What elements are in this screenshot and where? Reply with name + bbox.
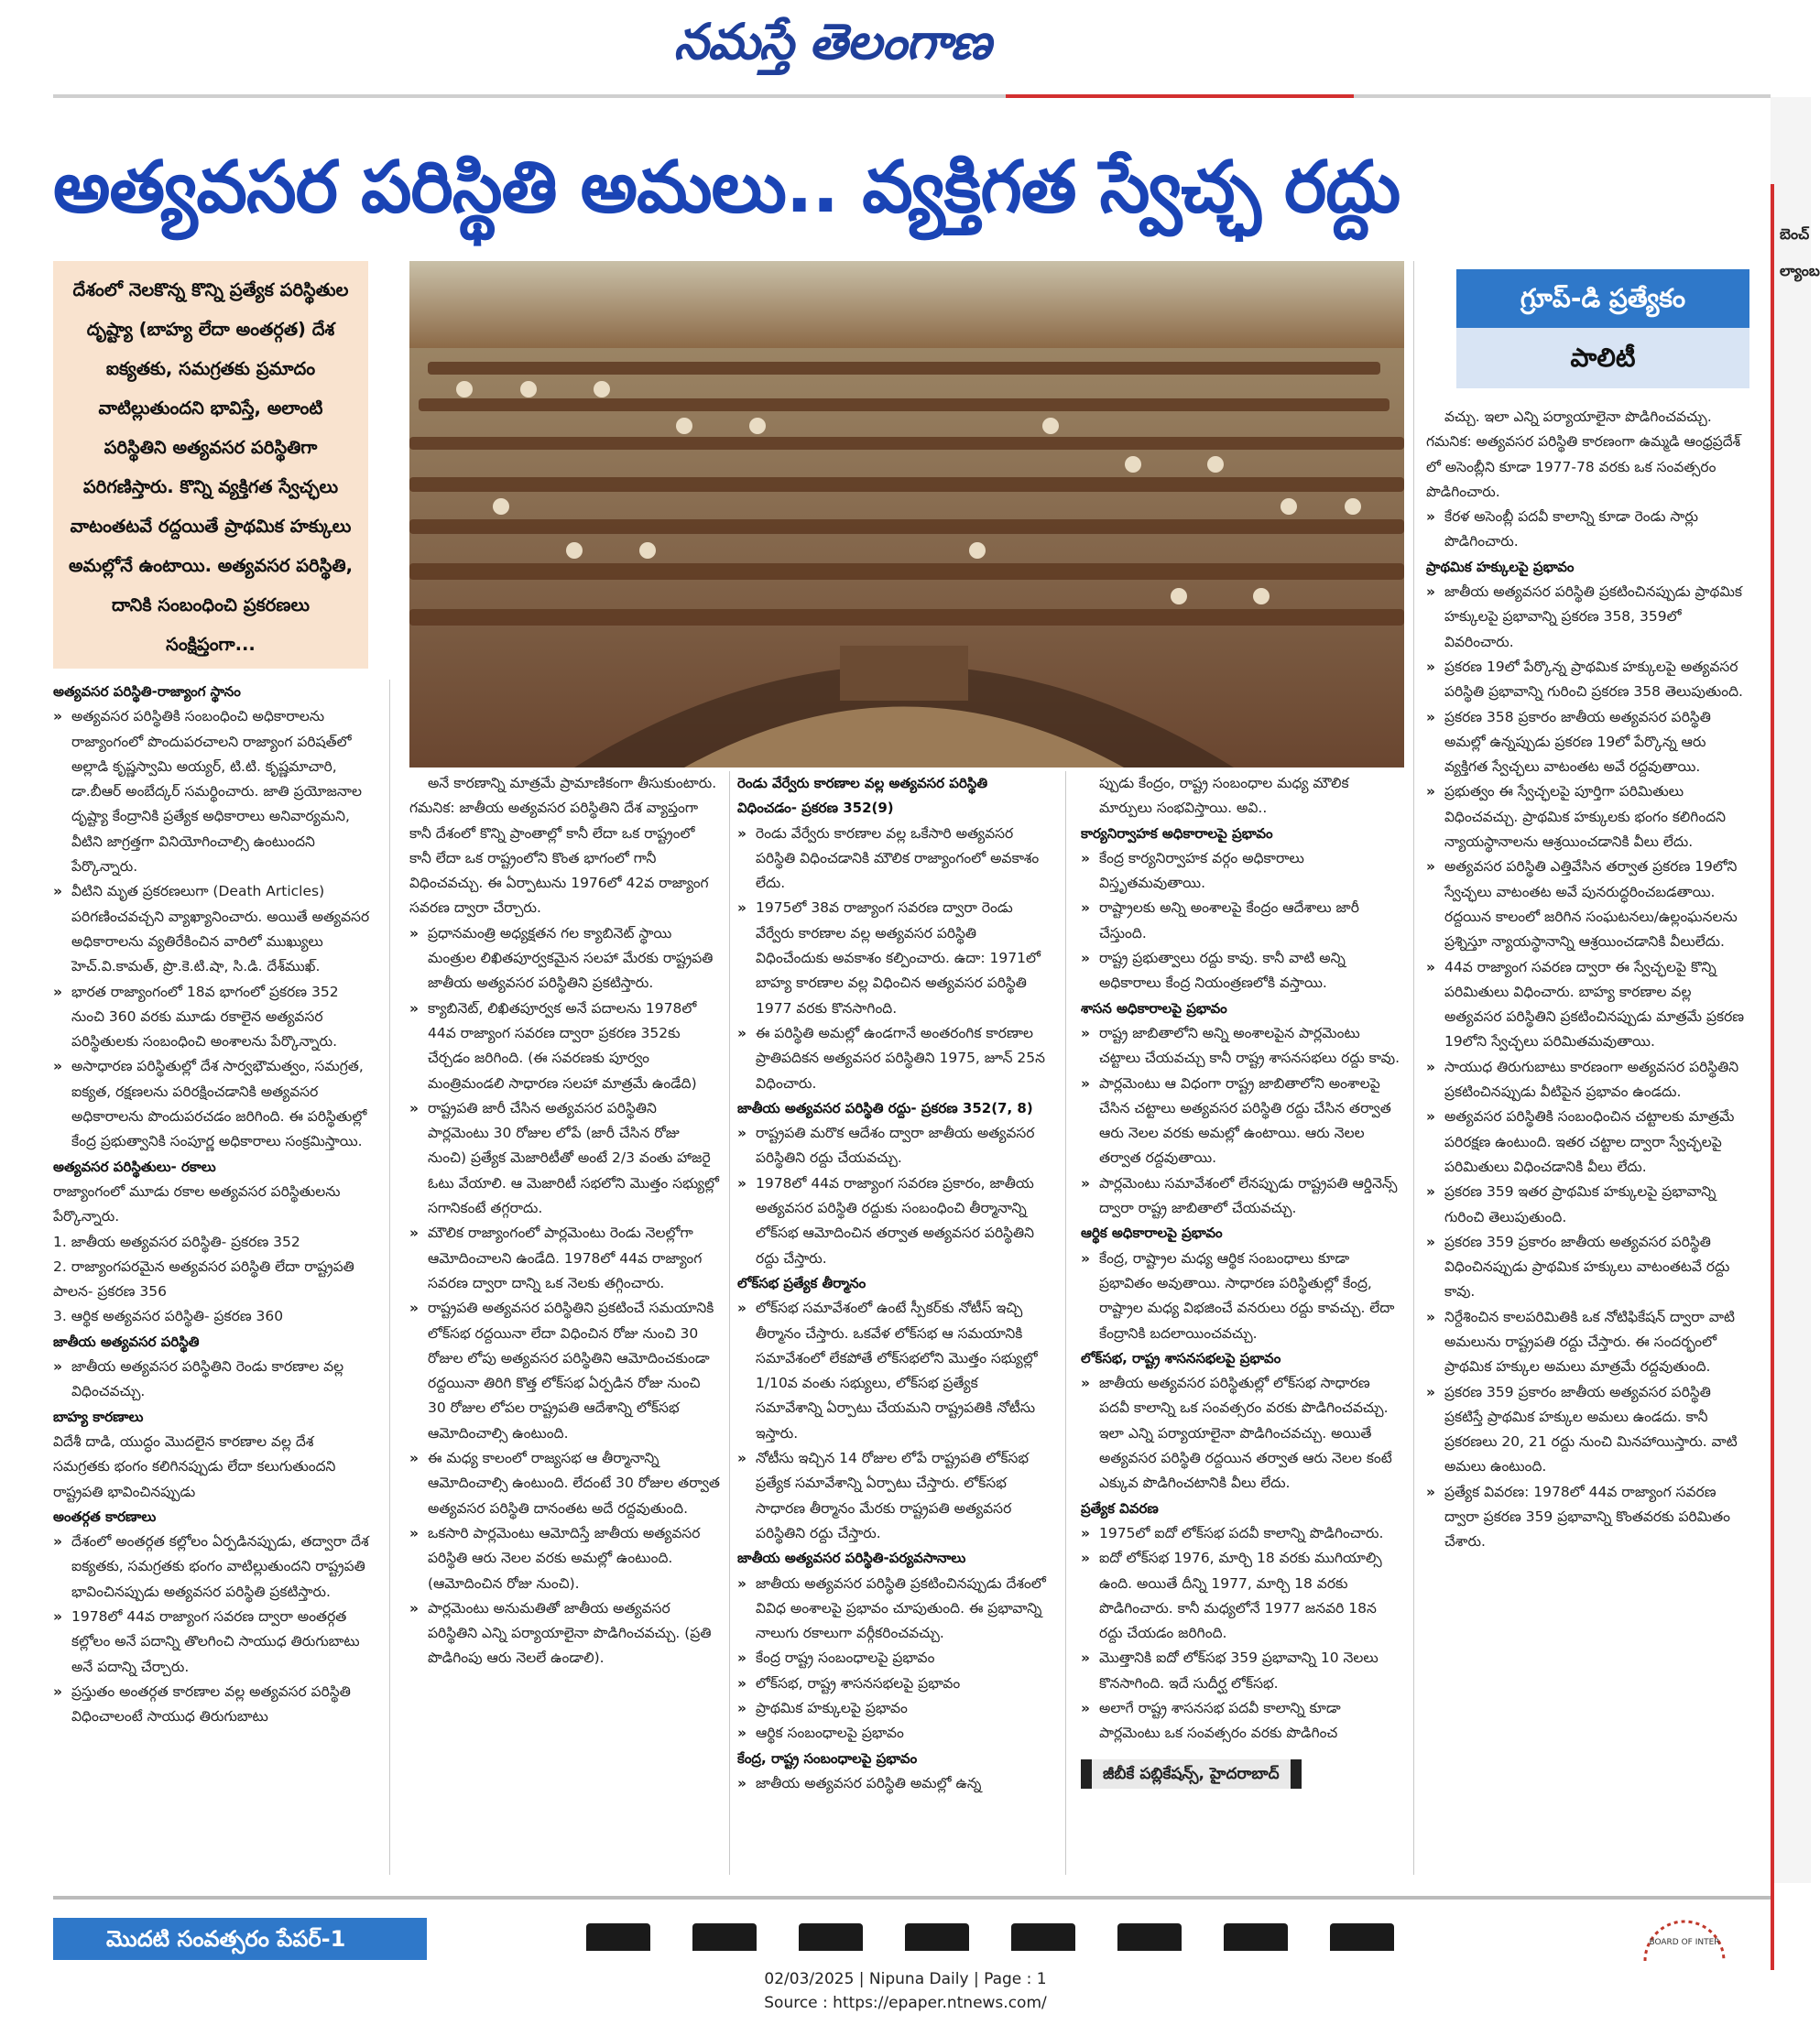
column-4: [1081, 771, 1401, 1875]
paragraph: » ఈ మధ్య కాలంలో రాజ్యసభ ఆ తీర్మానాన్ని ఆమోదించాల్సి ఉంటుంది. లేదంటే 30 రోజుల తర్వాత అత్యవసర పరిస్థితి దానంతట అదే రద్దవుతుంది.: [409, 1446, 721, 1521]
paragraph: » అత్యవసర పరిస్థితి ఎత్తివేసిన తర్వాత ప్రకరణ 19లోని స్వేచ్ఛలు వాటంతట అవే పునరుద్ధరించబడతాయి. రద్దయిన కాలంలో జరిగిన సంఘటనలు/ఉల్లంఘనలను ప్రశ్నిస్తూ న్యాయస్థానాన్ని ఆశ్రయించడానికి వీలులేదు.: [1426, 855, 1747, 954]
section-heading: కార్యనిర్వాహక అధికారాలపై ప్రభావం: [1081, 824, 1273, 842]
paragraph: 3. ఆర్థిక అత్యవసర పరిస్థితి- ప్రకరణ 360: [53, 1308, 284, 1325]
column-divider: [729, 771, 730, 1875]
paragraph: » 1978లో 44వ రాజ్యాంగ సవరణ ప్రకారం, జాతీయ అత్యవసర పరిస్థితి రద్దుకు సంబంధించి తీర్మానాన్ని లోక్‌సభ ఆమోదించిన తర్వాత అత్యవసర పరిస్థితిని రద్దు చేస్తారు.: [737, 1171, 1049, 1271]
paragraph: » లోక్‌సభ, రాష్ట్ర శాసనసభలపై ప్రభావం: [737, 1671, 1049, 1696]
section-heading: జాతీయ అత్యవసర పరిస్థితి: [53, 1333, 200, 1350]
column-divider: [1413, 261, 1414, 1875]
paragraph: » దేశంలో అంతర్గత కల్లోలం ఏర్పడినప్పుడు, తద్వారా దేశ ఐక్యతకు, సమగ్రతకు భంగం వాటిల్లుతుందని రాష్ట్రపతి భావించినప్పుడు అత్యవసర పరిస్థితి ప్రకటిస్తారు.: [53, 1530, 374, 1605]
newspaper-logo: నమస్తే తెలంగాణ: [673, 13, 991, 71]
paragraph: » జాతీయ అత్యవసర పరిస్థితి అమల్లో ఉన్న: [737, 1771, 1049, 1796]
paragraph: » అత్యవసర పరిస్థితికి సంబంధించి అధికారాలను రాజ్యాంగంలో పొందుపరచాలని రాజ్యాంగ పరిషత్‌లో అల్లాడి కృష్ణస్వామి అయ్యర్, టి.టి. కృష్ణమాచారి, డా.బీఆర్ అంబేద్కర్ సమర్థించారు. జాతి ప్రయోజనాల దృష్ట్యా కేంద్రానికి ప్రత్యేక అధికారాలు అనివార్యమని, వీటిని జాగ్రత్తగా వినియోగించాల్సి ఉంటుందని పేర్కొన్నారు.: [53, 704, 374, 879]
paragraph: » ప్రత్యేక వివరణ: 1978లో 44వ రాజ్యాంగ సవరణ ద్వారా ప్రకరణ 359 ప్రభావాన్ని కొంతవరకు పరిమితం చేశారు.: [1426, 1480, 1747, 1555]
parliament-photo: [409, 261, 1404, 768]
adjacent-rule: [1771, 184, 1774, 1970]
intro-box: దేశంలో నెలకొన్న కొన్ని ప్రత్యేక పరిస్థితుల దృష్ట్యా (బాహ్య లేదా అంతర్గత) దేశ ఐక్యతకు, సమగ్రతకు ప్రమాదం వాటిల్లుతుందని భావిస్తే, అలాంటి పరిస్థితిని అత్యవసర పరిస్థితిగా పరిగణిస్తారు. కొన్ని వ్యక్తిగత స్వేచ్ఛలు వాటంతటవే రద్దయితే ప్రాథమిక హక్కులు అమల్లోనే ఉంటాయి. అత్యవసర పరిస్థితి, దానికి సంబంధించి ప్రకరణలు సంక్షిప్తంగా...: [53, 261, 368, 669]
paragraph: » లోక్‌సభ సమావేశంలో ఉంటే స్పీకర్‌కు నోటీస్ ఇచ్చి తీర్మానం చేస్తారు. ఒకవేళ లోక్‌సభ ఆ సమయానికి సమావేశంలో లేకపోతే లోక్‌సభలోని మొత్తం సభ్యుల్లో 1/10వ వంతు సభ్యులు, లోక్‌సభ ప్రత్యేక సమావేశాన్ని ఏర్పాటు చేయమని రాష్ట్రపతికి నోటీసు ఇస్తారు.: [737, 1296, 1049, 1446]
column-3: [737, 771, 1049, 1875]
column-5: [1426, 405, 1747, 1875]
section-heading: లోక్‌సభ, రాష్ట్ర శాసనసభలపై ప్రభావం: [1081, 1349, 1281, 1366]
paragraph: » రాష్ట్రపతి అత్యవసర పరిస్థితిని ప్రకటించే సమయానికి లోక్‌సభ రద్దయినా లేదా విధించిన రోజు నుంచి 30 రోజుల లోపు అత్యవసర పరిస్థితిని ఆమోదించకుండా రద్దయినా తిరిగి కొత్త లోక్‌సభ ఏర్పడిన రోజు నుంచి 30 రోజుల లోపల రాష్ట్రపతి ఆదేశాన్ని లోక్‌సభ ఆమోదించాల్సి ఉంటుంది.: [409, 1296, 721, 1446]
paragraph: » రాష్ట్ర ప్రభుత్వాలు రద్దు కావు. కానీ వాటి అన్ని అధికారాలు కేంద్ర నియంత్రణలోకి వస్తాయి.: [1081, 946, 1401, 996]
paragraph: » కేంద్ర, రాష్ట్రాల మధ్య ఆర్థిక సంబంధాలు కూడా ప్రభావితం అవుతాయి. సాధారణ పరిస్థితుల్లో కేంద్ర, రాష్ట్రాల మధ్య విభజించే వనరులు రద్దు కావచ్చు. లేదా కేంద్రానికి బదలాయించవచ్చు.: [1081, 1247, 1401, 1346]
section-heading: ప్రత్యేక వివరణ: [1081, 1499, 1159, 1517]
section-heading: బాహ్య కారణాలు: [53, 1408, 144, 1425]
paragraph: » మౌలిక రాజ్యాంగంలో పార్లమెంటు రెండు నెలల్లోగా ఆమోదించాలని ఉండేది. 1978లో 44వ రాజ్యాంగ సవరణ ద్వారా దాన్ని ఒక నెలకు తగ్గించారు.: [409, 1221, 721, 1296]
paragraph: » రాష్ట్రాలకు అన్ని అంశాలపై కేంద్రం ఆదేశాలు జారీ చేస్తుంది.: [1081, 896, 1401, 946]
paragraph: 2. రాజ్యాంగపరమైన అత్యవసర పరిస్థితి లేదా రాష్ట్రపతి పాలన- ప్రకరణ 356: [53, 1257, 354, 1301]
publisher-signature: జీబీకే పబ్లికేషన్స్, హైదరాబాద్: [1081, 1759, 1302, 1789]
edge-text-2: ల్యాంబ: [1780, 262, 1820, 279]
paragraph: » సాయుధ తిరుగుబాటు కారణంగా అత్యవసర పరిస్థితిని ప్రకటించినప్పుడు వీటిపైన ప్రభావం ఉండదు.: [1426, 1055, 1747, 1105]
paragraph: » రాష్ట్రపతి జారీ చేసిన అత్యవసర పరిస్థితిని పార్లమెంటు 30 రోజుల లోపే (జారీ చేసిన రోజు నుంచి) ప్రత్యేక మెజారిటీతో అంటే 2/3 వంతు హాజరై ఓటు వేయాలి. ఆ మెజారిటీ సభలోని మొత్తం సభ్యుల్లో సగానికంటే తగ్గరాదు.: [409, 1096, 721, 1221]
paragraph: 1. జాతీయ అత్యవసర పరిస్థితి- ప్రకరణ 352: [53, 1233, 300, 1250]
section-badge: [1456, 269, 1749, 388]
bottom-rule: [53, 1896, 1771, 1900]
paragraph: » ప్రకరణ 359 ప్రకారం జాతీయ అత్యవసర పరిస్థితి ప్రకటిస్తే ప్రాథమిక హక్కుల అమలు ఉండదు. కానీ ప్రకరణలు 20, 21 రద్దు నుంచి మినహాయిస్తారు. వాటి అమలు ఉంటుంది.: [1426, 1380, 1747, 1480]
paragraph: » ఐదో లోక్‌సభ 1976, మార్చి 18 వరకు ముగియాల్సి ఉంది. అయితే దీన్ని 1977, మార్చి 18 వరకు పొడిగించారు. కానీ మధ్యలోనే 1977 జనవరి 18న రద్దు చేయడం జరిగింది.: [1081, 1546, 1401, 1646]
paragraph: » జాతీయ అత్యవసర పరిస్థితిని రెండు కారణాల వల్ల విధించవచ్చు.: [53, 1355, 374, 1405]
paragraph: » అత్యవసర పరిస్థితికి సంబంధించిన చట్టాలకు మాత్రమే పరిరక్షణ ఉంటుంది. ఇతర చట్టాల ద్వారా స్వేచ్ఛలపై పరిమితులు విధించడానికి వీలు లేదు.: [1426, 1105, 1747, 1180]
paragraph: » 1975లో ఐదో లోక్‌సభ పదవీ కాలాన్ని పొడిగించారు.: [1081, 1521, 1401, 1546]
paragraph: » ప్రాథమిక హక్కులపై ప్రభావం: [737, 1696, 1049, 1721]
section-heading: కేంద్ర, రాష్ట్ర సంబంధాలపై ప్రభావం: [737, 1749, 918, 1767]
paragraph: » ప్రస్తుతం అంతర్గత కారణాల వల్ల అత్యవసర పరిస్థితి విధించాలంటే సాయుధ తిరుగుబాటు: [53, 1680, 374, 1730]
board-seal-image: [1640, 1917, 1729, 1963]
edge-text-1: బెంచ్: [1780, 225, 1810, 243]
paragraph: » జాతీయ అత్యవసర పరిస్థితుల్లో లోక్‌సభ సాధారణ పదవీ కాలాన్ని ఒక సంవత్సరం వరకు పొడిగించవచ్చు. ఇలా ఎన్ని పర్యాయాలైనా పొడిగించవచ్చు. అయితే అత్యవసర పరిస్థితి రద్దయిన తర్వాత ఆరు నెలల కంటే ఎక్కువ పొడిగించటానికి వీలు లేదు.: [1081, 1371, 1401, 1496]
paragraph: అనే కారణాన్ని మాత్రమే ప్రామాణికంగా తీసుకుంటారు.: [428, 775, 717, 791]
paragraph: వచ్చు. ఇలా ఎన్ని పర్యాయాలైనా పొడిగించవచ్చు.: [1444, 408, 1712, 425]
paragraph: » ప్రభుత్వం ఈ స్వేచ్ఛలపై పూర్తిగా పరిమితులు విధించవచ్చు. ప్రాథమిక హక్కులకు భంగం కలిగిందని న్యాయస్థానాలను ఆశ్రయించడానికి వీలు లేదు.: [1426, 779, 1747, 855]
section-heading: అంతర్గత కారణాలు: [53, 1508, 157, 1525]
svg-text:BOARD OF INTER: BOARD OF INTER: [1649, 1938, 1720, 1947]
column-1: [53, 680, 374, 1875]
paragraph: » 44వ రాజ్యాంగ సవరణ ద్వారా ఈ స్వేచ్ఛలపై కొన్ని పరిమితులు విధించారు. బాహ్య కారణాల వల్ల అత్యవసర పరిస్థితిని ప్రకటించినప్పుడు మాత్రమే ప్రకరణ 19లోని స్వేచ్ఛలు పరిమితమవుతాయి.: [1426, 955, 1747, 1055]
paragraph: విదేశీ దాడి, యుద్ధం మొదలైన కారణాల వల్ల దేశ సమగ్రతకు భంగం కలిగినప్పుడు లేదా కలుగుతుందని రాష్ట్రపతి భావించినప్పుడు: [53, 1432, 336, 1500]
paragraph: » భారత రాజ్యాంగంలో 18వ భాగంలో ప్రకరణ 352 నుంచి 360 వరకు మూడు రకాలైన అత్యవసర పరిస్థితులకు సంబంధించి అంశాలను పేర్కొన్నారు.: [53, 980, 374, 1055]
article-headline: అత్యవసర పరిస్థితి అమలు.. వ్యక్తిగత స్వేచ్ఛ రద్దు: [53, 147, 1400, 229]
paragraph: » రాష్ట్రపతి మరొక ఆదేశం ద్వారా జాతీయ అత్యవసర పరిస్థితిని రద్దు చేయవచ్చు.: [737, 1121, 1049, 1171]
paragraph: గమనిక: జాతీయ అత్యవసర పరిస్థితిని దేశ వ్యాప్తంగా కానీ దేశంలో కొన్ని ప్రాంతాల్లో కానీ లేదా ఒక రాష్ట్రంలో కానీ లేదా ఒక రాష్ట్రంలోని కొంత భాగంలో గానీ విధించవచ్చు. ఈ ఏర్పాటును 1976లో 42వ రాజ్యాంగ సవరణ ద్వారా చేర్చారు.: [409, 800, 709, 917]
paragraph: » అసాధారణ పరిస్థితుల్లో దేశ సార్వభౌమత్వం, సమగ్రత, ఐక్యత, రక్షణలను పరిరక్షించడానికి అత్యవసర అధికారాలను పొందుపరచడం జరిగింది. ఈ పరిస్థితుల్లో కేంద్ర ప్రభుత్వానికి సంపూర్ణ అధికారాలు సంక్రమిస్తాయి.: [53, 1054, 374, 1154]
paragraph: » నిర్దేశించిన కాలపరిమితికి ఒక నోటిఫికేషన్ ద్వారా వాటి అమలును రాష్ట్రపతి రద్దు చేస్తారు. ఈ సందర్భంలో ప్రాథమిక హక్కుల అమలు మాత్రమే రద్దవుతుంది.: [1426, 1305, 1747, 1380]
paragraph: » పార్లమెంటు సమావేశంలో లేనప్పుడు రాష్ట్రపతి ఆర్డినెన్స్ ద్వారా రాష్ట్ర జాబితాలో చేయవచ్చు.: [1081, 1171, 1401, 1222]
section-heading: శాసన అధికారాలపై ప్రభావం: [1081, 999, 1227, 1017]
paragraph: » పార్లమెంటు అనుమతితో జాతీయ అత్యవసర పరిస్థితిని ఎన్ని పర్యాయాలైనా పొడిగించవచ్చు. (ప్రతి పొడిగింపు ఆరు నెలలే ఉండాలి).: [409, 1596, 721, 1671]
column-divider: [1065, 771, 1066, 1875]
column-2: [409, 771, 721, 1875]
footer-source-line: Source : https://epaper.ntnews.com/: [764, 1994, 1047, 2012]
masthead: [0, 0, 1811, 88]
badge-group-d: గ్రూప్-డి ప్రత్యేకం: [1456, 269, 1749, 328]
paragraph: » కేంద్ర కార్యనిర్వాహక వర్గం అధికారాలు విస్తృతమవుతాయి.: [1081, 846, 1401, 897]
page-footer: [0, 1967, 1811, 2015]
section-heading: లోక్‌సభ ప్రత్యేక తీర్మానం: [737, 1274, 866, 1291]
parliament-photo-image: [409, 261, 1404, 768]
paragraph: » జాతీయ అత్యవసర పరిస్థితి ప్రకటించినప్పుడు దేశంలో వివిధ అంశాలపై ప్రభావం చూపుతుంది. ఈ ప్రభావాన్ని నాలుగు రకాలుగా వర్గీకరించవచ్చు.: [737, 1572, 1049, 1647]
paragraph: » 1978లో 44వ రాజ్యాంగ సవరణ ద్వారా అంతర్గత కల్లోలం అనే పదాన్ని తొలగించి సాయుధ తిరుగుబాటు అనే పదాన్ని చేర్చారు.: [53, 1605, 374, 1680]
section-heading: అత్యవసర పరిస్థితులు- రకాలు: [53, 1158, 216, 1175]
adjacent-column-edge: [1771, 97, 1820, 1883]
paragraph: » కేరళ అసెంబ్లీ పదవీ కాలాన్ని కూడా రెండు సార్లు పొడిగించారు.: [1426, 505, 1747, 555]
paragraph: » ప్రకరణ 19లో పేర్కొన్న ప్రాథమిక హక్కులపై అత్యవసర పరిస్థితి ప్రభావాన్ని గురించి ప్రకరణ 358 తెలుపుతుంది.: [1426, 655, 1747, 705]
column-divider: [389, 680, 390, 1875]
paragraph: » ప్రధానమంత్రి అధ్యక్షతన గల క్యాబినెట్ స్థాయి మంత్రుల లిఖితపూర్వకమైన సలహా మేరకు రాష్ట్రపతి జాతీయ అత్యవసర పరిస్థితిని ప్రకటిస్తారు.: [409, 921, 721, 996]
section-heading: అత్యవసర పరిస్థితి-రాజ్యాంగ స్థానం: [53, 683, 241, 700]
paragraph: » కేంద్ర రాష్ట్ర సంబంధాలపై ప్రభావం: [737, 1646, 1049, 1671]
paragraph: » ఈ పరిస్థితి అమల్లో ఉండగానే అంతరంగిక కారణాల ప్రాతిపదికన అత్యవసర పరిస్థితిని 1975, జూన్ 25న విధించారు.: [737, 1021, 1049, 1096]
paragraph: ప్పుడు కేంద్రం, రాష్ట్ర సంబంధాల మధ్య మౌలిక మార్పులు సంభవిస్తాయి. అవి..: [1099, 775, 1349, 817]
paper-label: మొదటి సంవత్సరం పేపర్-1: [53, 1918, 427, 1960]
paragraph: » వీటిని మృత ప్రకరణలుగా (Death Articles) పరిగణించవచ్చని వ్యాఖ్యానించారు. అయితే అత్యవసర అధికారాలను వ్యతిరేకించిన వారిలో ముఖ్యులు హెచ్.వి.కామత్, ప్రొ.కె.టి.షా, సి.డి. దేశ్‌ముఖ్.: [53, 879, 374, 979]
paragraph: » ఆర్థిక సంబంధాలపై ప్రభావం: [737, 1721, 1049, 1746]
paragraph: » నోటీసు ఇచ్చిన 14 రోజుల లోపే రాష్ట్రపతి లోక్‌సభ ప్రత్యేక సమావేశాన్ని ఏర్పాటు చేస్తారు. లోక్‌సభ సాధారణ తీర్మానం మేరకు రాష్ట్రపతి అత్యవసర పరిస్థితిని రద్దు చేస్తారు.: [737, 1446, 1049, 1546]
footer-date-line: 02/03/2025 | Nipuna Daily | Page : 1: [764, 1970, 1047, 1988]
section-heading: ప్రాథమిక హక్కులపై ప్రభావం: [1426, 558, 1575, 575]
paragraph: » క్యాబినెట్, లిఖితపూర్వక అనే పదాలను 1978లో 44వ రాజ్యాంగ సవరణ ద్వారా ప్రకరణ 352కు చేర్చడం జరిగింది. (ఈ సవరణకు పూర్వం మంత్రిమండలి సాధారణ సలహా మాత్రమే ఉండేది): [409, 996, 721, 1096]
board-seal: [1640, 1917, 1729, 1963]
header-rule-accent: [1006, 94, 1354, 98]
paragraph: » మొత్తానికి ఐదో లోక్‌సభ 359 ప్రభావాన్ని 10 నెలలు కొనసాగింది. ఇదే సుదీర్ఘ లోక్‌సభ.: [1081, 1646, 1401, 1696]
paragraph: » రాష్ట్ర జాబితాలోని అన్ని అంశాలపైన పార్లమెంటు చట్టాలు చేయవచ్చు కానీ రాష్ట్ర శాసనసభలు రద్దు కావు.: [1081, 1021, 1401, 1072]
paragraph: » ప్రకరణ 359 ప్రకారం జాతీయ అత్యవసర పరిస్థితి విధించినప్పుడు ప్రాథమిక హక్కులు వాటంతటవే రద్దు కావు.: [1426, 1230, 1747, 1305]
paragraph: » ప్రకరణ 359 ఇతర ప్రాథమిక హక్కులపై ప్రభావాన్ని గురించి తెలుపుతుంది.: [1426, 1180, 1747, 1230]
section-heading: ఆర్థిక అధికారాలపై ప్రభావం: [1081, 1225, 1223, 1242]
paragraph: » 1975లో 38వ రాజ్యాంగ సవరణ ద్వారా రెండు వేర్వేరు కారణాల వల్ల అత్యవసర పరిస్థితి విధించేందుకు అవకాశం కల్పించారు. ఉదా: 1971లో బాహ్య కారణాల వల్ల విధించిన అత్యవసర పరిస్థితి 1977 వరకు కొనసాగింది.: [737, 896, 1049, 1020]
paragraph: » అలాగే రాష్ట్ర శాసనసభ పదవీ కాలాన్ని కూడా పార్లమెంటు ఒక సంవత్సరం వరకు పొడిగించ: [1081, 1696, 1401, 1747]
paragraph: » పార్లమెంటు ఆ విధంగా రాష్ట్ర జాబితాలోని అంశాలపై చేసిన చట్టాలు అత్యవసర పరిస్థితి రద్దు చేసిన తర్వాత ఆరు నెలల వరకు అమల్లో ఉంటాయి. ఆరు నెలల తర్వాత రద్దవుతాయి.: [1081, 1072, 1401, 1171]
next-headline-teaser: [586, 1923, 1502, 1953]
header-rule: [53, 94, 1771, 98]
badge-polity: పాలిటీ: [1456, 328, 1749, 388]
section-heading: జాతీయ అత్యవసర పరిస్థితి-పర్యవసానాలు: [737, 1550, 966, 1567]
paragraph: » రెండు వేర్వేరు కారణాల వల్ల ఒకేసారి అత్యవసర పరిస్థితి విధించడానికి మౌలిక రాజ్యాంగంలో అవకాశం లేదు.: [737, 822, 1049, 897]
section-heading: జాతీయ అత్యవసర పరిస్థితి రద్దు- ప్రకరణ 352(7, 8): [737, 1099, 1033, 1116]
paragraph: » జాతీయ అత్యవసర పరిస్థితి ప్రకటించినప్పుడు ప్రాథమిక హక్కులపై ప్రభావాన్ని ప్రకరణ 358, 359లో వివరించారు.: [1426, 580, 1747, 655]
paragraph: గమనిక: అత్యవసర పరిస్థితి కారణంగా ఉమ్మడి ఆంధ్రప్రదేశ్ లో అసెంబ్లీని కూడా 1977-78 వరకు ఒక సంవత్సరం పొడిగించారు.: [1426, 433, 1741, 500]
paragraph: రాజ్యాంగంలో మూడు రకాల అత్యవసర పరిస్థితులను పేర్కొన్నారు.: [53, 1182, 341, 1225]
paragraph: » ప్రకరణ 358 ప్రకారం జాతీయ అత్యవసర పరిస్థితి అమల్లో ఉన్నప్పుడు ప్రకరణ 19లో పేర్కొన్న ఆరు వ్యక్తిగత స్వేచ్ఛలు వాటంతట అవే రద్దవుతాయి.: [1426, 705, 1747, 780]
paragraph: » ఒకసారి పార్లమెంటు ఆమోదిస్తే జాతీయ అత్యవసర పరిస్థితి ఆరు నెలల వరకు అమల్లో ఉంటుంది. (ఆమోదించిన రోజు నుంచి).: [409, 1521, 721, 1596]
section-heading: రెండు వేర్వేరు కారణాల వల్ల అత్యవసర పరిస్థితి విధించడం- ప్రకరణ 352(9): [737, 775, 988, 817]
